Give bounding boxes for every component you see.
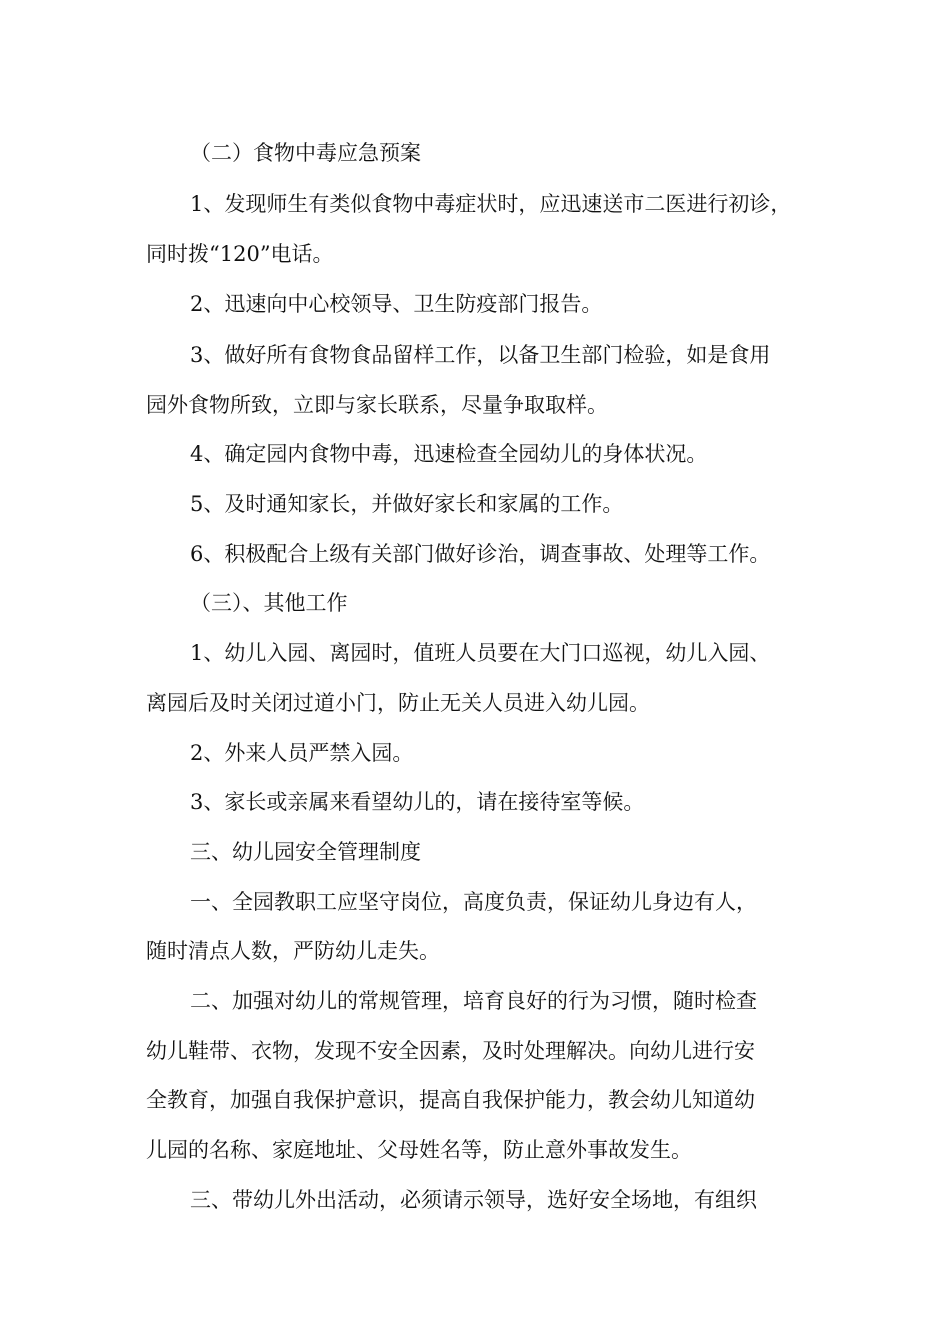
section-heading: （三）、其他工作	[190, 591, 348, 615]
paragraph-line: 一、全园教职工应坚守岗位，高度负责，保证幼儿身边有人，	[190, 890, 757, 914]
paragraph-line: 1、发现师生有类似食物中毒症状时，应迅速送市二医进行初诊，	[190, 192, 792, 216]
paragraph-line: 6、积极配合上级有关部门做好诊治，调查事故、处理等工作。	[190, 542, 771, 566]
paragraph-line: 2、外来人员严禁入园。	[190, 741, 414, 765]
section-heading: 三、幼儿园安全管理制度	[190, 840, 421, 864]
paragraph-line: 离园后及时关闭过道小门，防止无关人员进入幼儿园。	[146, 691, 650, 715]
paragraph-line: 幼儿鞋带、衣物，发现不安全因素，及时处理解决。向幼儿进行安	[146, 1039, 755, 1063]
paragraph-line: 儿园的名称、家庭地址、父母姓名等，防止意外事故发生。	[146, 1138, 692, 1162]
paragraph-line: 5、及时通知家长，并做好家长和家属的工作。	[190, 492, 624, 516]
paragraph-line: 二、加强对幼儿的常规管理，培育良好的行为习惯，随时检查	[190, 989, 757, 1013]
paragraph-line: 4、确定园内食物中毒，迅速检查全园幼儿的身体状况。	[190, 442, 708, 466]
paragraph-line: 同时拨“120”电话。	[146, 242, 334, 266]
paragraph-line: 园外食物所致，立即与家长联系，尽量争取取样。	[146, 393, 608, 417]
paragraph-line: 随时清点人数，严防幼儿走失。	[146, 939, 440, 963]
paragraph-line: 三、带幼儿外出活动，必须请示领导，选好安全场地，有组织	[190, 1188, 757, 1212]
paragraph-line: 全教育，加强自我保护意识，提高自我保护能力，教会幼儿知道幼	[146, 1088, 755, 1112]
section-heading: （二）食物中毒应急预案	[190, 141, 421, 165]
paragraph-line: 1、幼儿入园、离园时，值班人员要在大门口巡视，幼儿入园、	[190, 641, 771, 665]
paragraph-line: 3、做好所有食物食品留样工作，以备卫生部门检验，如是食用	[190, 343, 771, 367]
paragraph-line: 2、迅速向中心校领导、卫生防疫部门报告。	[190, 292, 603, 316]
paragraph-line: 3、家长或亲属来看望幼儿的，请在接待室等候。	[190, 790, 645, 814]
